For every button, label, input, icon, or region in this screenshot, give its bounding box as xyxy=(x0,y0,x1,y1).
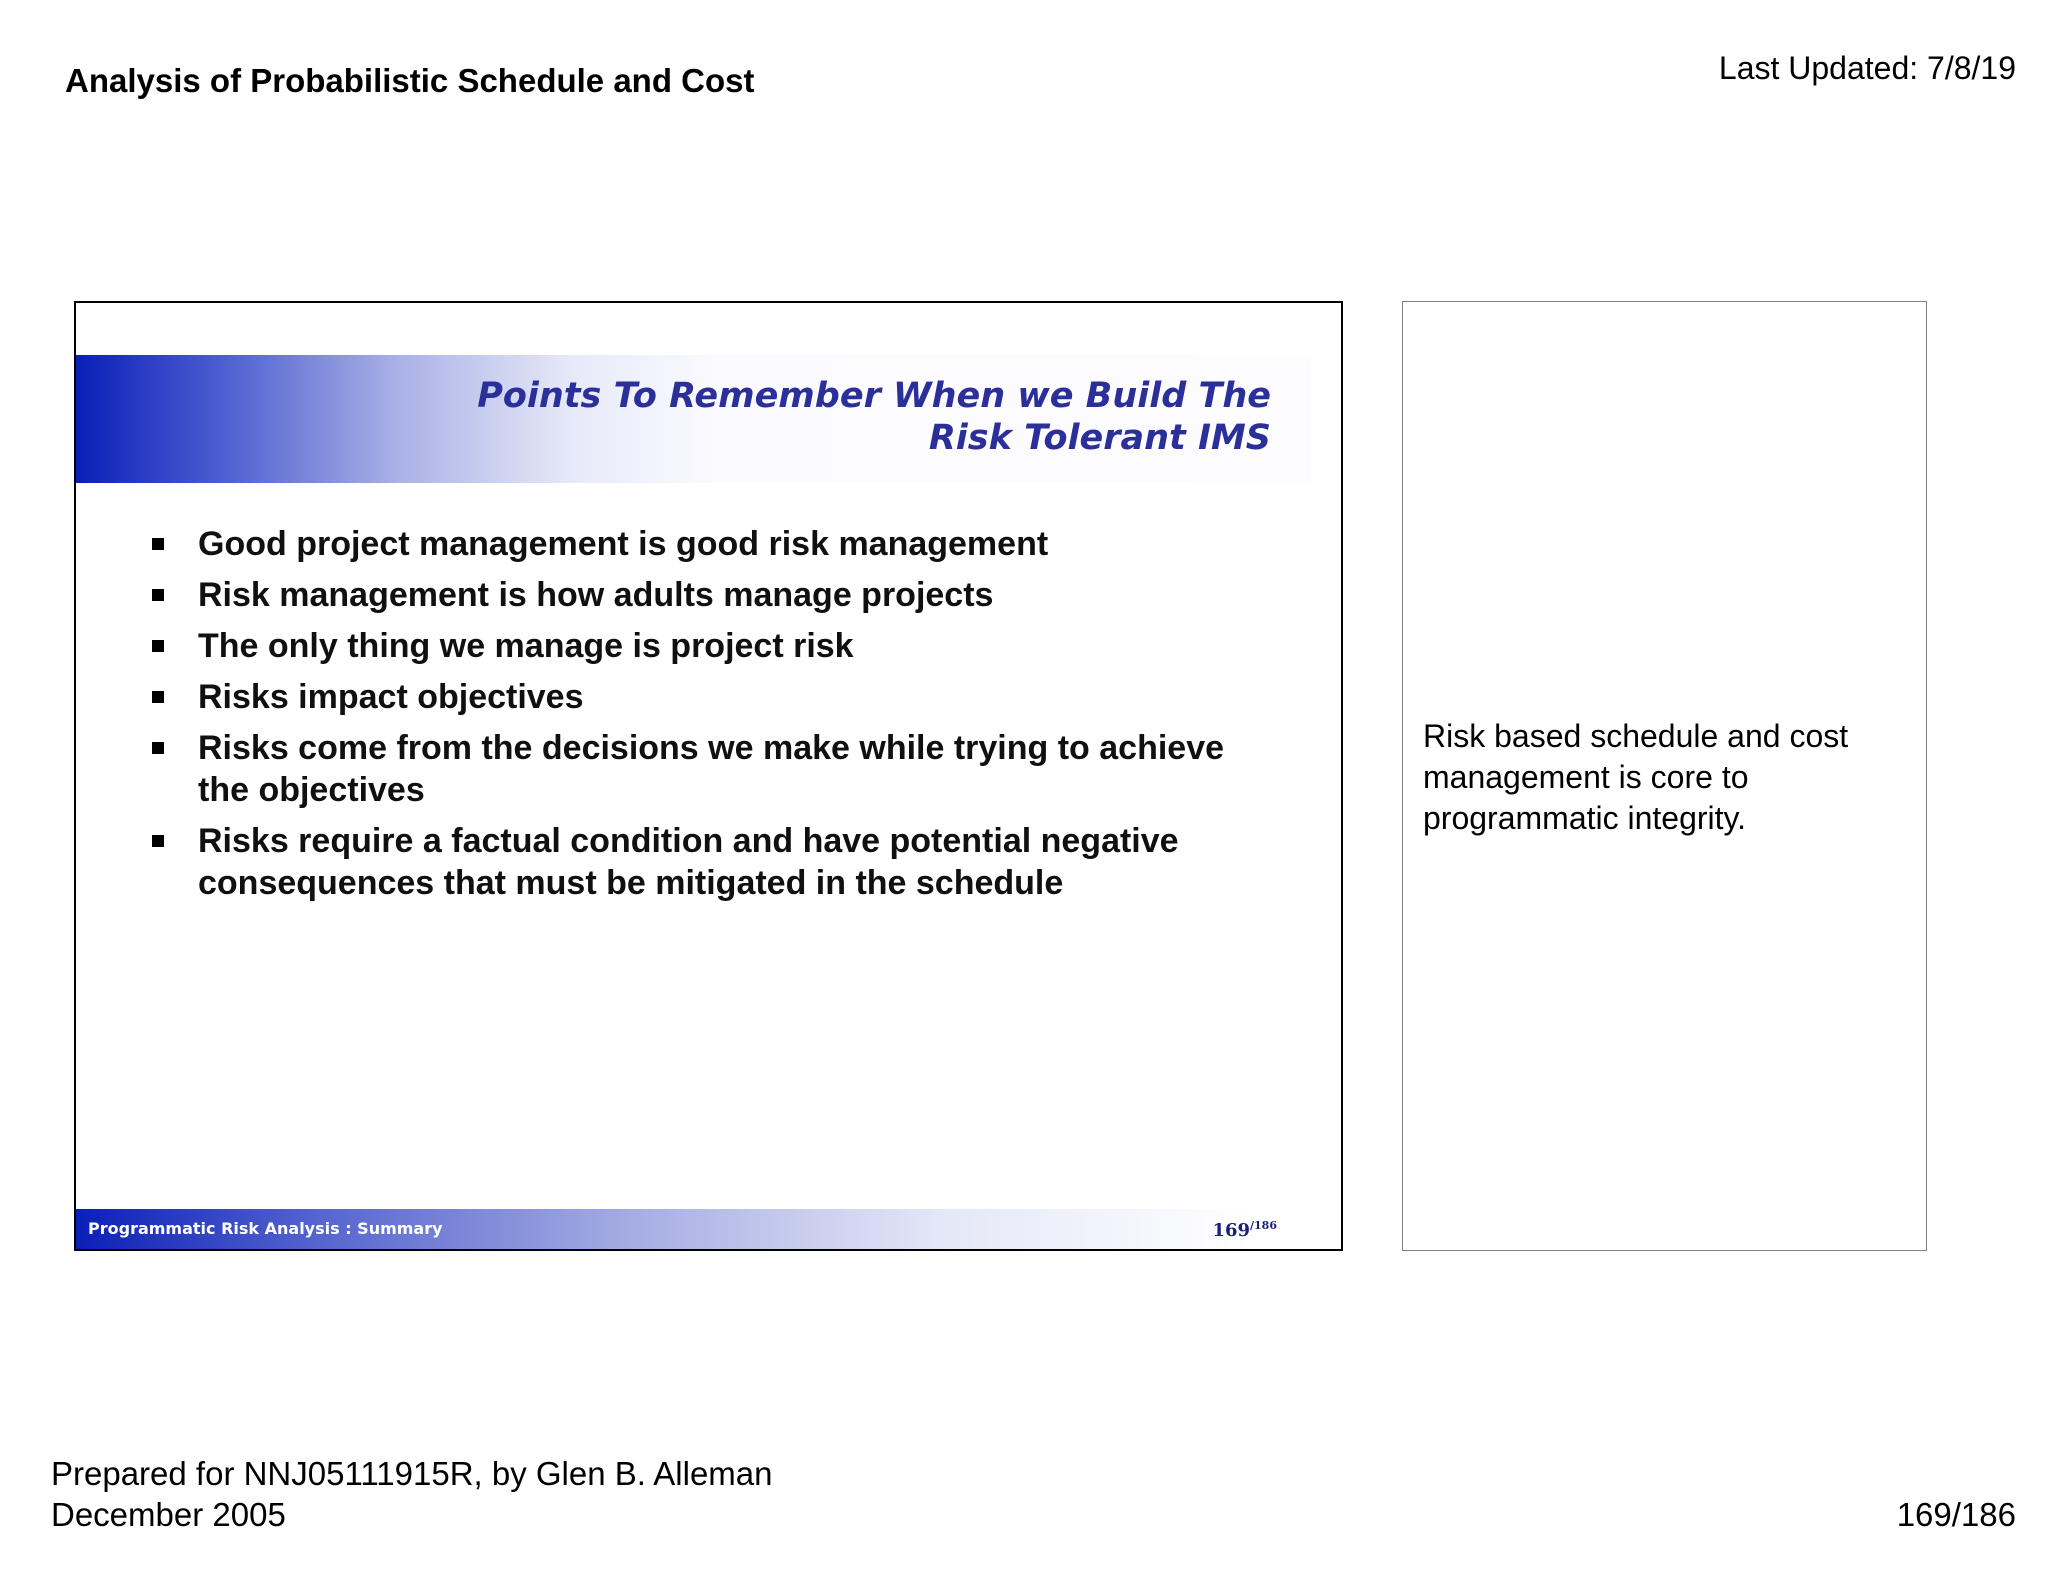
bullet-text: Risks impact objectives xyxy=(198,678,584,716)
bullet-text: Risks require a factual condition and have potential negative consequences that must be mitigated in the schedule xyxy=(198,822,1179,902)
prepared-date-line: December 2005 xyxy=(51,1496,286,1533)
square-bullet-icon xyxy=(152,589,164,601)
slide-thumbnail xyxy=(74,301,1343,1251)
page-number: 169/186 xyxy=(1896,1496,2016,1533)
bullet-text: Risks come from the decisions we make while trying to achieve the objectives xyxy=(198,729,1225,809)
speaker-notes-box xyxy=(1402,301,1927,1251)
slide-header-banner xyxy=(76,355,1311,483)
square-bullet-icon xyxy=(152,742,164,754)
slide-footer-banner xyxy=(76,1209,1311,1249)
slide-title-line-2: Risk Tolerant IMS xyxy=(928,418,1271,458)
square-bullet-icon xyxy=(152,538,164,550)
square-bullet-icon xyxy=(152,640,164,652)
bullet-text: The only thing we manage is project risk xyxy=(198,627,854,665)
slide-page-number xyxy=(1212,1219,1277,1241)
bullet-item xyxy=(152,820,1282,904)
square-bullet-icon xyxy=(152,835,164,847)
slide-page-total: /186 xyxy=(1250,1219,1277,1232)
speaker-notes-text: Risk based schedule and cost management is core to programmatic integrity. xyxy=(1423,718,1849,836)
slide-footer-label: Programmatic Risk Analysis : Summary xyxy=(88,1219,443,1238)
prepared-for-line: Prepared for NNJ05111915R, by Glen B. Alleman xyxy=(51,1455,773,1492)
bullet-item xyxy=(152,574,1282,616)
bullet-item xyxy=(152,625,1282,667)
slide-bullet-list xyxy=(152,523,1282,913)
bullet-item xyxy=(152,727,1282,811)
prepared-by-block xyxy=(51,1453,773,1535)
last-updated-label: Last Updated: 7/8/19 xyxy=(1718,50,2016,86)
square-bullet-icon xyxy=(152,691,164,703)
bullet-item xyxy=(152,676,1282,718)
slide-title xyxy=(477,375,1271,459)
bullet-text: Risk management is how adults manage projects xyxy=(198,576,994,614)
slide-page-current: 169 xyxy=(1212,1220,1251,1241)
document-title: Analysis of Probabilistic Schedule and Cost xyxy=(65,62,755,99)
bullet-text: Good project management is good risk management xyxy=(198,525,1049,563)
bullet-item xyxy=(152,523,1282,565)
slide-title-line-1: Points To Remember When we Build The xyxy=(477,376,1271,416)
